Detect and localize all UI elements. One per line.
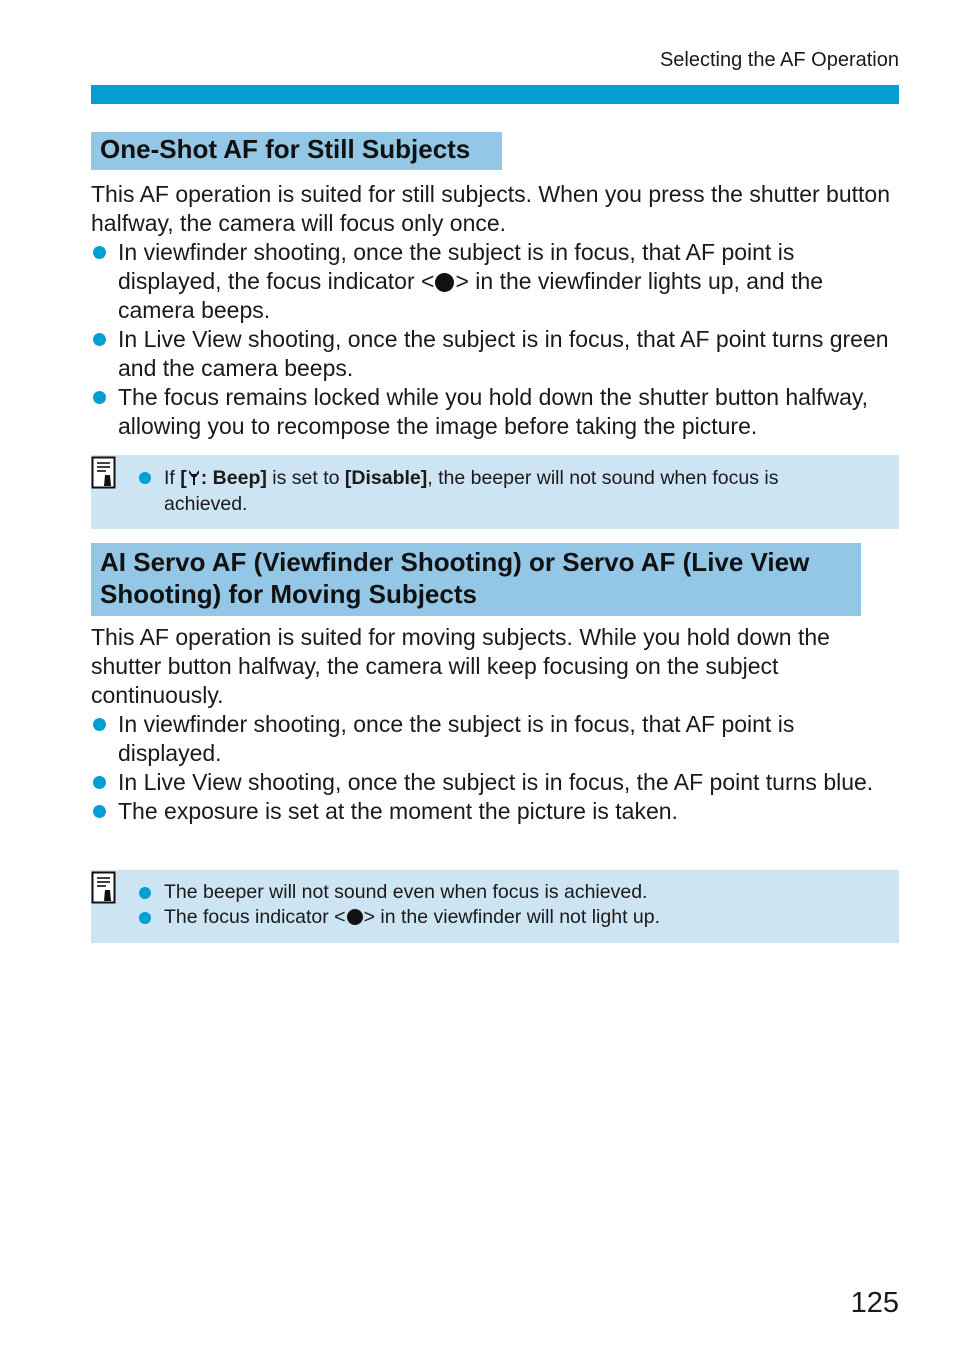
note-text: > in the viewfinder will not light up. — [363, 906, 661, 928]
section-one-shot-intro: This AF operation is suited for still subjects. When you press the shutter button halfway, the camera will focus only once. — [91, 181, 891, 236]
bullet-text: In viewfinder shooting, once the subject is in focus, that AF point is displayed. — [118, 711, 795, 766]
bullet-text: The exposure is set at the moment the picture is taken. — [118, 798, 678, 824]
bullet-dot-icon — [93, 776, 106, 789]
list-item — [91, 797, 903, 826]
focus-indicator-icon — [347, 909, 363, 925]
note-box-beep — [91, 455, 899, 529]
section-heading-ai-servo — [91, 543, 861, 616]
section-one-shot-bullets — [91, 238, 903, 441]
bullet-text: > in the viewfinder lights up, and the camera beeps. — [118, 268, 824, 323]
section-ai-servo-intro: This AF operation is suited for moving subjects. While you hold down the shutter button halfway, the camera will keep focusing on the subject continuously. — [91, 624, 830, 708]
heading-line: Shooting) for Moving Subjects — [100, 579, 477, 609]
bullet-dot-icon — [139, 912, 151, 924]
bullet-dot-icon — [93, 246, 106, 259]
section-ai-servo-bullets — [91, 710, 903, 826]
list-item — [91, 383, 903, 441]
note-list — [138, 465, 858, 517]
section-one-shot-body — [91, 180, 903, 441]
wrench-icon — [187, 468, 201, 486]
running-header: Selecting the AF Operation — [659, 49, 899, 71]
bullet-dot-icon — [93, 391, 106, 404]
note-text: The beeper will not sound even when focus is achieved. — [164, 881, 648, 903]
list-item — [91, 768, 903, 797]
note-text: , the beeper will not sound when focus is achieved. — [164, 467, 779, 515]
focus-indicator-icon — [435, 273, 454, 292]
note-box-servo — [91, 870, 899, 943]
note-text: is set to — [266, 467, 345, 489]
bullet-text: The focus remains locked while you hold down the shutter button halfway, allowing you to recompose the image before taking the picture. — [118, 384, 869, 439]
list-item — [91, 710, 903, 768]
page-number: 125 — [850, 1287, 899, 1319]
bullet-text: In Live View shooting, once the subject is in focus, that AF point turns green and the camera beeps. — [118, 326, 889, 381]
bullet-text: In viewfinder shooting, once the subject is in focus, that AF point is displayed, the focus indicator < — [118, 239, 795, 294]
section-ai-servo-body — [91, 623, 903, 826]
list-item — [91, 238, 903, 325]
note-text: If — [164, 467, 181, 489]
memo-note-icon — [91, 456, 117, 489]
bullet-dot-icon — [139, 887, 151, 899]
note-list — [138, 880, 858, 930]
menu-label-beep: : Beep] — [200, 467, 267, 489]
list-item — [91, 325, 903, 383]
section-heading-one-shot: One-Shot AF for Still Subjects — [91, 132, 502, 170]
heading-line: AI Servo AF (Viewfinder Shooting) or Servo AF (Live View — [100, 547, 810, 577]
list-item — [138, 880, 858, 905]
list-item — [138, 905, 858, 930]
memo-note-icon — [91, 871, 117, 904]
menu-bracket: [ — [180, 467, 187, 489]
bullet-dot-icon — [93, 805, 106, 818]
note-text: The focus indicator < — [164, 906, 346, 928]
bullet-text: In Live View shooting, once the subject is in focus, the AF point turns blue. — [118, 769, 874, 795]
list-item — [138, 465, 858, 517]
bullet-dot-icon — [139, 472, 151, 484]
setting-disable: [Disable] — [344, 467, 428, 489]
bullet-dot-icon — [93, 718, 106, 731]
header-bar — [91, 85, 899, 104]
bullet-dot-icon — [93, 333, 106, 346]
